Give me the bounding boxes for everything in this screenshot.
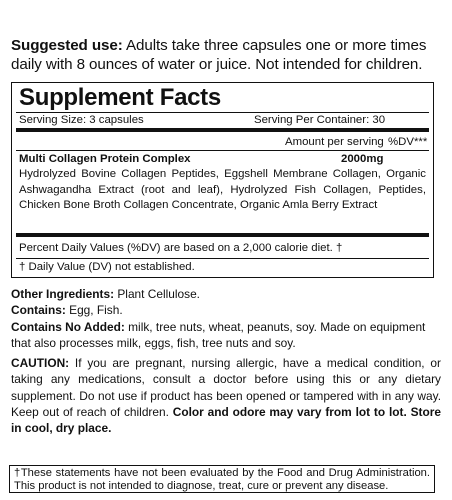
blend-name: Multi Collagen Protein Complex: [19, 153, 191, 165]
dv-not-established: † Daily Value (DV) not established.: [19, 261, 195, 273]
other-ingredients: [11, 286, 441, 302]
supplement-facts-panel: [11, 82, 434, 278]
suggested-use: [11, 36, 443, 74]
facts-divider: [16, 150, 429, 151]
serving-size: Serving Size: 3 capsules: [19, 114, 144, 126]
other-ingredients-label: Other Ingredients:: [11, 287, 115, 301]
contains-no-added: [11, 319, 441, 352]
facts-divider: [16, 258, 429, 259]
suggested-use-label: Suggested use:: [11, 37, 123, 54]
supplement-facts-title: Supplement Facts: [19, 84, 221, 111]
caution-text: If you are pregnant, nursing allergic, have a medical condition, or taking any medications, consult a doctor before using this or any dietary supplement. Do not use if product has been opened or tampered with in any way. Keep out of reach of children.: [11, 356, 441, 420]
suggested-use-text: Adults take three capsules one or more times daily with 8 ounces of water or juice. Not intended for children.: [11, 37, 427, 73]
other-ingredients-text: Plant Cellulose.: [114, 287, 200, 301]
dv-header: %DV***: [388, 136, 428, 148]
contains-no-added-label: Contains No Added:: [11, 319, 125, 334]
caution-label: CAUTION:: [11, 356, 70, 371]
blend-ingredients: Hydrolyzed Bovine Collagen Peptides, Eggshell Membrane Collagen, Organic Ashwagandha Extract (root and leaf), Hydrolyzed Fish Collagen, Peptides, Chicken Bone Broth Collagen Concentrate, Organic Amla Berry Extract: [19, 168, 426, 211]
contains-text: Egg, Fish.: [65, 303, 123, 318]
caution-storage-text: Color and odore may vary from lot to lot. Store in cool, dry place.: [11, 405, 441, 436]
contains-label: Contains:: [11, 303, 66, 318]
amount-per-serving-header: Amount per serving: [285, 136, 384, 148]
caution: [11, 355, 441, 436]
fda-disclaimer: †These statements have not been evaluated by the Food and Drug Administration. This product is not intended to diagnose, treat, cure or prevent any disease.: [9, 465, 435, 493]
facts-thick-divider: [16, 233, 429, 237]
blend-amount: 2000mg: [341, 153, 384, 165]
servings-per-container: Serving Per Container: 30: [254, 114, 386, 126]
ingredient-statements: [11, 286, 441, 437]
contains-no-added-text: milk, tree nuts, wheat, peanuts, soy. Made on equipment that also processes milk, eggs, fish, tree nuts and soy.: [11, 319, 426, 350]
contains: [11, 302, 441, 318]
facts-thick-divider: [16, 128, 429, 132]
percent-dv-note: Percent Daily Values (%DV) are based on a 2,000 calorie diet. †: [19, 242, 343, 254]
